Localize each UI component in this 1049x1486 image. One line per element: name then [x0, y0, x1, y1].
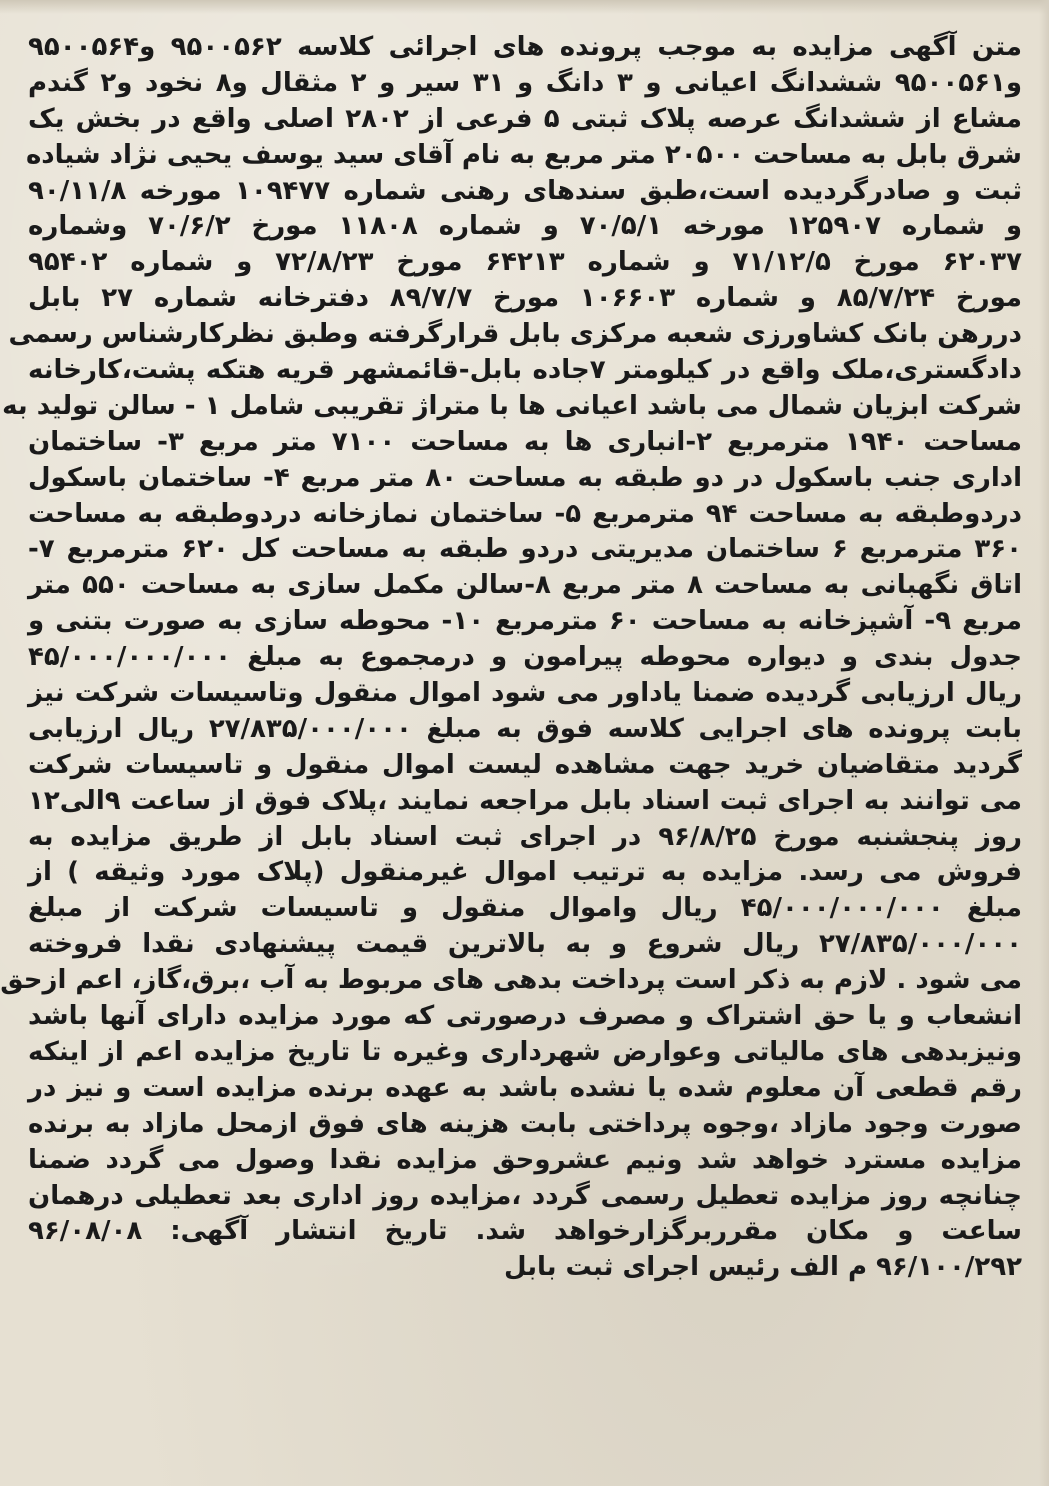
notice-line: صورت وجود مازاد ،وجوه پرداختی بابت هزینه های فوق ازمحل مازاد به برنده [28, 1108, 1022, 1139]
notice-line: مزایده مسترد خواهد شد ونیم عشروحق مزایده نقدا وصول می گردد ضمنا [28, 1144, 1022, 1175]
notice-line: فروش می رسد. مزایده به ترتیب اموال غیرمنقول (پلاک مورد وثیقه ) از [28, 857, 1022, 888]
notice-line: بابت پرونده های اجرایی کلاسه فوق به مبلغ ۲۷/۸۳۵/۰۰۰/۰۰۰ ریال ارزیابی [28, 713, 1022, 744]
notice-line: روز پنجشنبه مورخ ۹۶/۸/۲۵ در اجرای ثبت اسناد بابل از طریق مزایده به [28, 821, 1023, 852]
notice-line: و شماره ۱۲۵۹۰۷ مورخه ۷۰/۵/۱ و شماره ۱۱۸۰۸ مورخ ۷۰/۶/۲ وشماره [28, 211, 1022, 242]
notice-line: می شود . لازم به ذکر است پرداخت بدهی های مربوط به آب ،برق،گاز، اعم ازحق [0, 965, 1022, 996]
notice-line: ساعت و مکان مقرربرگزارخواهد شد. تاریخ انتشار آگهی: ۹۶/۰۸/۰۸ [28, 1216, 1022, 1247]
notice-line: شرق بابل به مساحت ۲۰۵۰۰ متر مربع به نام آقای سید یوسف یحیی نژاد شیاده [25, 139, 1022, 170]
notice-line: جدول بندی و دیواره محوطه پیرامون و درمجموع به مبلغ ۴۵/۰۰۰/۰۰۰/۰۰۰ [28, 642, 1022, 673]
notice-line: اتاق نگهبانی به مساحت ۸ متر مربع ۸-سالن مکمل سازی به مساحت ۵۵۰ متر [28, 570, 1022, 601]
notice-line: متن آگهی مزایده به موجب پرونده های اجرائی کلاسه ۹۵۰۰۵۶۲ و۹۵۰۰۵۶۴ [28, 32, 1022, 62]
notice-line: ونیزبدهی های مالیاتی وعوارض شهرداری وغیره تا تاریخ مزایده اعم از اینکه [28, 1036, 1022, 1067]
notice-line: دادگستری،ملک واقع در کیلومتر ۷جاده بابل-قائمشهر قریه هتکه پشت،کارخانه [28, 355, 1022, 386]
notice-line: دررهن بانک کشاورزی شعبه مرکزی بابل قرارگرفته وطبق نظرکارشناس رسمی [8, 319, 1022, 350]
notice-line: چنانچه روز مزایده تعطیل رسمی گردد ،مزایده روز اداری بعد تعطیلی درهمان [28, 1180, 1022, 1211]
notice-line: مربع ۹- آشپزخانه به مساحت ۶۰ مترمربع ۱۰- محوطه سازی به صورت بتنی و [28, 606, 1022, 637]
notice-line: ۶۲۰۳۷ مورخ ۷۱/۱۲/۵ و شماره ۶۴۲۱۳ مورخ ۷۲/۸/۲۳ و شماره ۹۵۴۰۲ [28, 247, 1022, 278]
notice-signature-line: ۹۶/۱۰۰/۲۹۲ م الف رئیس اجرای ثبت بابل [503, 1252, 1022, 1283]
notice-line: مساحت ۱۹۴۰ مترمربع ۲-انباری ها به مساحت ۷۱۰۰ متر مربع ۳- ساختمان [28, 426, 1022, 457]
notice-line: شرکت ابزیان شمال می باشد اعیانی ها با متراژ تقریبی شامل ۱ - سالن تولید به [2, 390, 1022, 421]
notice-line: اداری جنب باسکول در دو طبقه به مساحت ۸۰ متر مربع ۴- ساختمان باسکول [28, 462, 1022, 493]
notice-line: و۹۵۰۰۵۶۱ ششدانگ اعیانی و ۳ دانگ و ۳۱ سیر و ۲ مثقال و۸ نخود و۲ گندم [28, 67, 1022, 98]
notice-line: ریال ارزیابی گردیده ضمنا یاداور می شود اموال منقول وتاسیسات شرکت نیز [28, 678, 1022, 709]
notice-line: مبلغ ۴۵/۰۰۰/۰۰۰/۰۰۰ ریال واموال منقول و تاسیسات شرکت از مبلغ [28, 893, 1022, 924]
notice-line: دردوطبقه به مساحت ۹۴ مترمربع ۵- ساختمان نمازخانه دردوطبقه به مساحت [28, 498, 1022, 529]
paper-edge-right [1039, 0, 1049, 1486]
notice-line: مورخ ۸۵/۷/۲۴ و شماره ۱۰۶۶۰۳ مورخ ۸۹/۷/۷ دفترخانه شماره ۲۷ بابل [28, 283, 1022, 314]
notice-line: مشاع از ششدانگ عرصه پلاک ثبتی ۵ فرعی از ۲۸۰۲ اصلی واقع در بخش یک [28, 103, 1022, 134]
notice-line: انشعاب و یا حق اشتراک و مصرف درصورتی که مورد مزایده دارای آنها باشد [28, 1001, 1022, 1032]
notice-line: ثبت و صادرگردیده است،طبق سندهای رهنی شماره ۱۰۹۴۷۷ مورخه ۹۰/۱۱/۸ [28, 175, 1022, 206]
auction-notice [0, 30, 1023, 1470]
notice-line: ۳۶۰ مترمربع ۶ ساختمان مدیریتی دردو طبقه به مساحت کل ۶۲۰ مترمربع ۷- [28, 534, 1022, 565]
notice-line: می توانند به اجرای ثبت اسناد بابل مراجعه نمایند ،پلاک فوق از ساعت ۹الی۱۲ [28, 785, 1022, 816]
paper-edge-top [0, 0, 1049, 14]
notice-line: رقم قطعی آن معلوم شده یا نشده باشد به عهده برنده مزایده است و نیز در [28, 1072, 1022, 1103]
notice-line: گردید متقاضیان خرید جهت مشاهده لیست اموال منقول و تاسیسات شرکت [28, 749, 1022, 780]
notice-line: ۲۷/۸۳۵/۰۰۰/۰۰۰ ریال شروع و به بالاترین قیمت پیشنهادی نقدا فروخته [28, 929, 1022, 960]
